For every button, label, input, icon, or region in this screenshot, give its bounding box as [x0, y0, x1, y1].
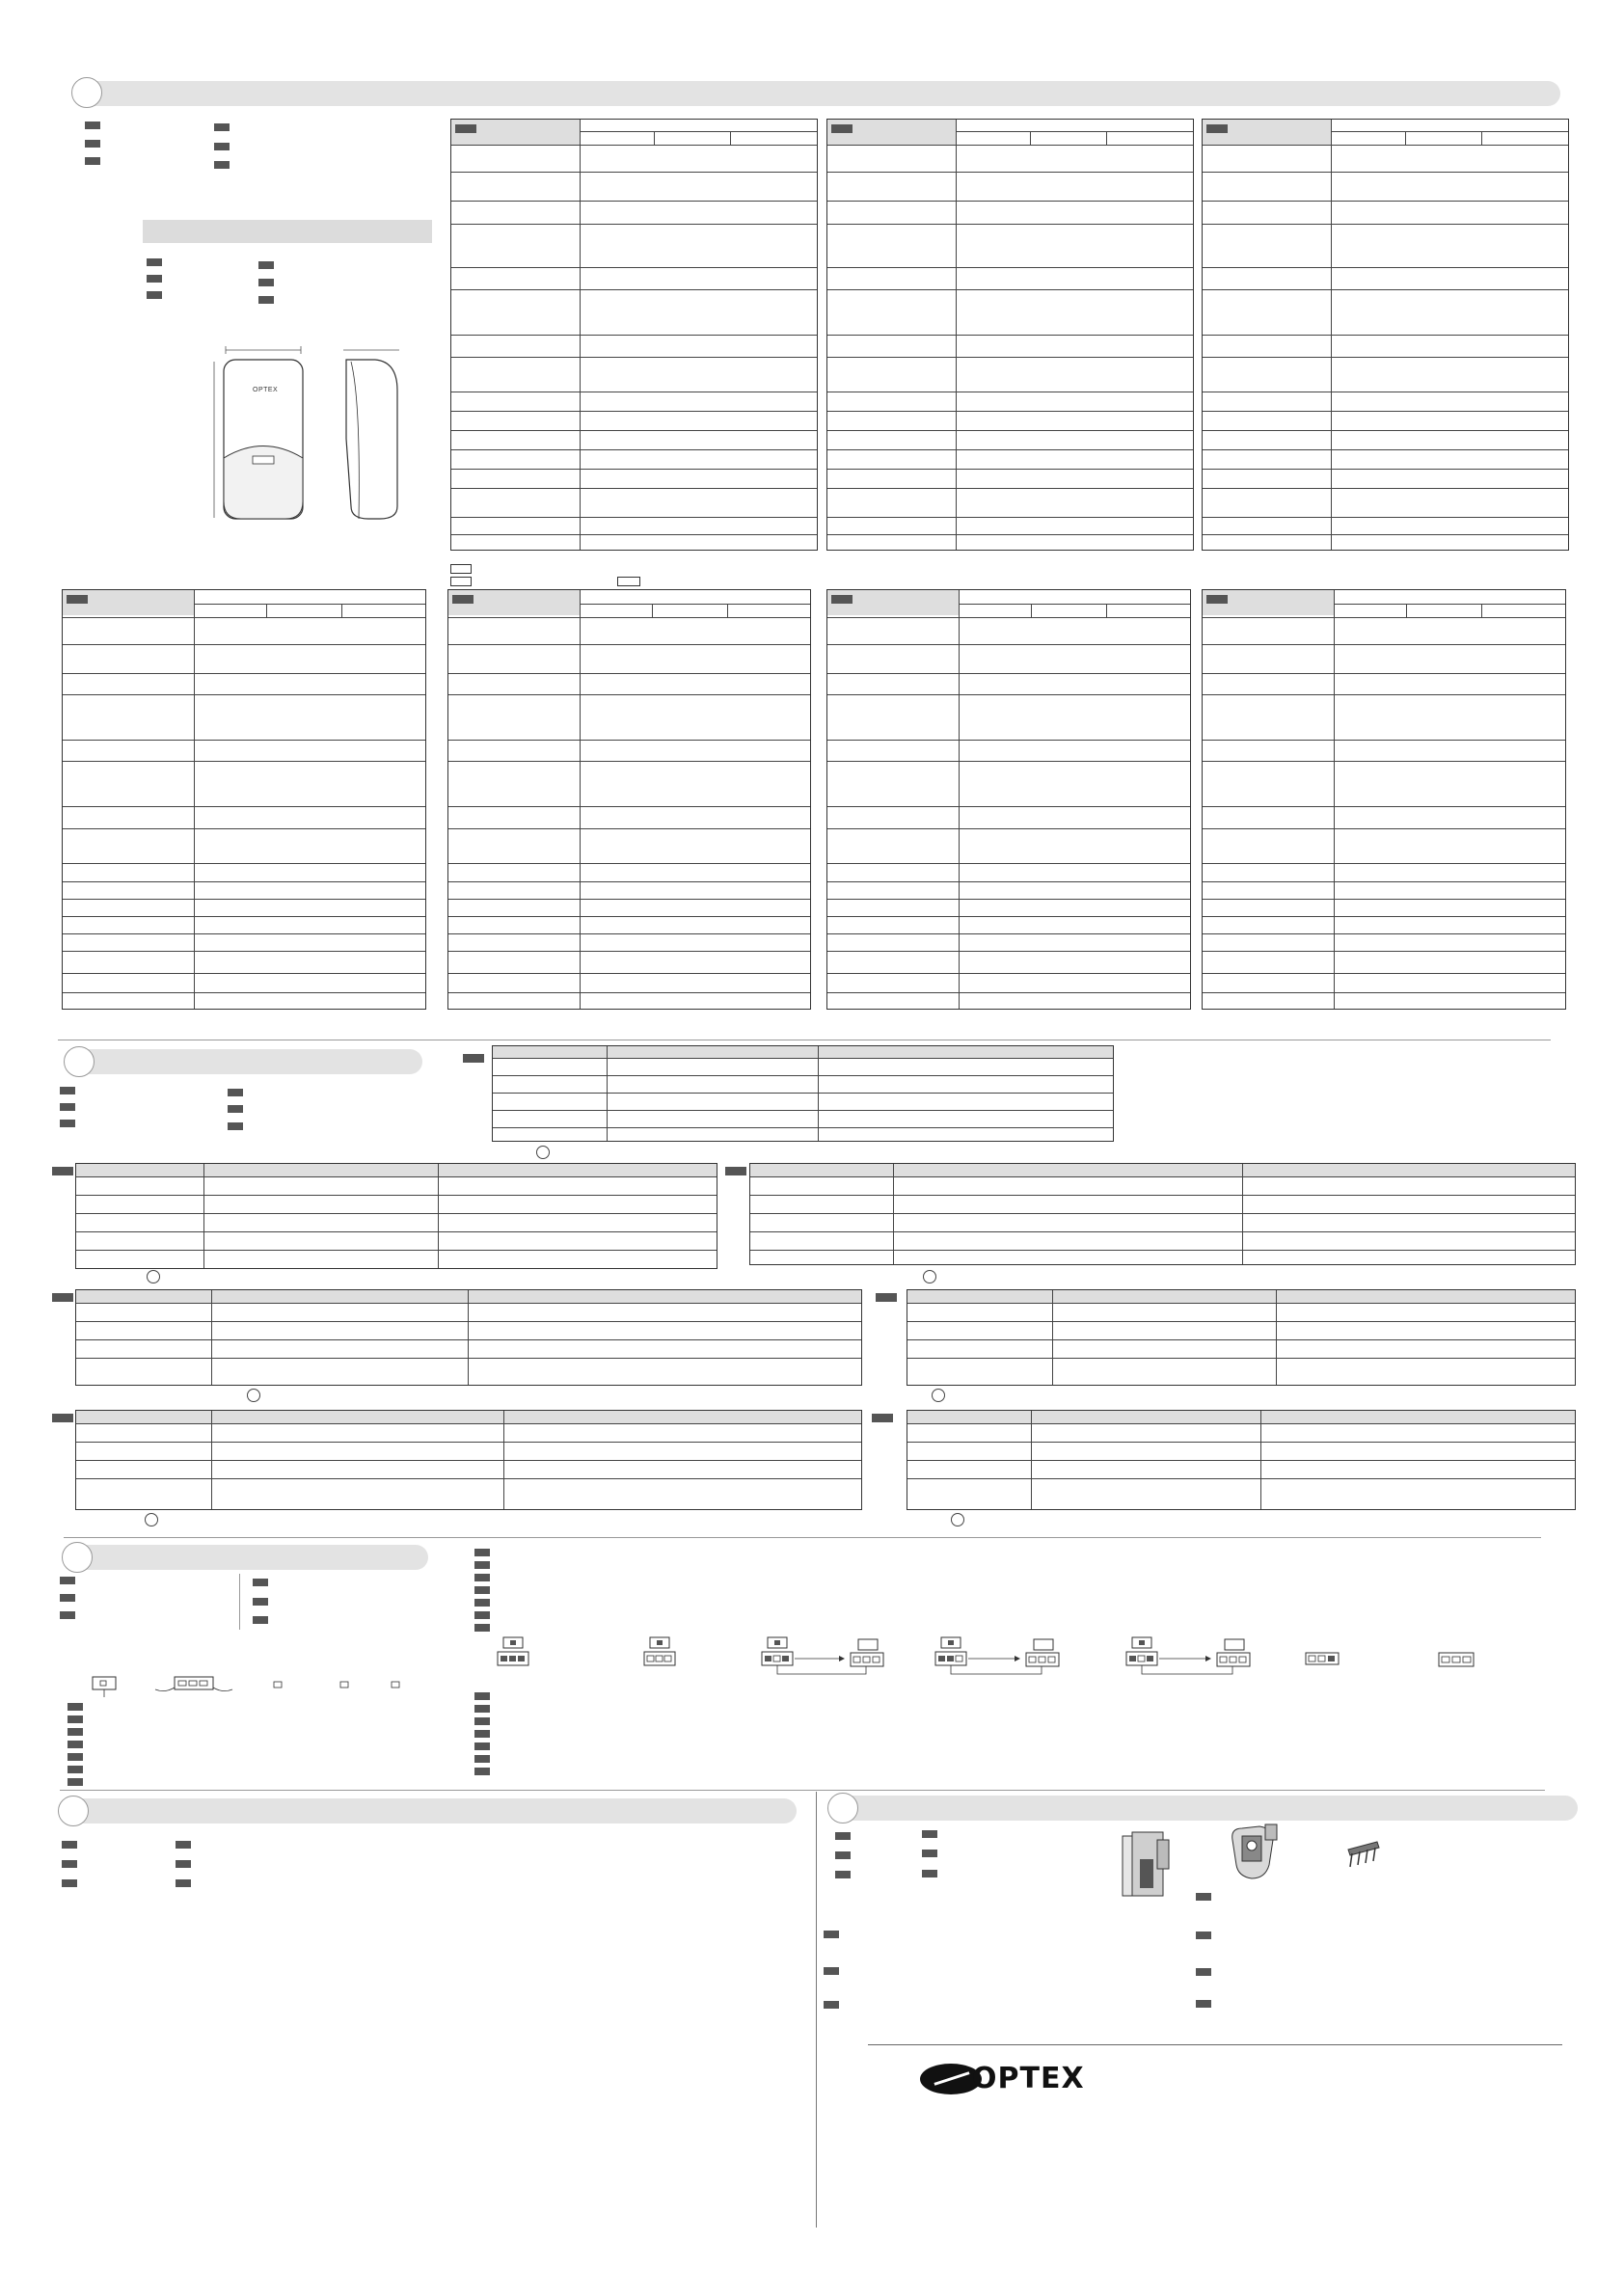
language-tag: [835, 1871, 851, 1878]
language-tag: [147, 291, 162, 299]
section-header-bar-5: [837, 1796, 1578, 1821]
language-tag: [85, 122, 100, 129]
language-tag: [228, 1122, 243, 1130]
jumper-setting-diagrams: [494, 1635, 1487, 1691]
language-tag: [474, 1730, 490, 1738]
language-tag: [176, 1879, 191, 1887]
spec-table: [447, 589, 811, 1010]
setting-table: [75, 1410, 862, 1510]
language-tag: [214, 161, 230, 169]
language-tag: [835, 1851, 851, 1859]
language-tag: [52, 1293, 73, 1302]
language-tag: [176, 1841, 191, 1849]
setting-table: [75, 1289, 862, 1386]
language-tag: [60, 1103, 75, 1111]
section-header-bar-4: [68, 1798, 797, 1823]
section-header-bar-1: [75, 81, 1560, 106]
spec-table: [1202, 589, 1566, 1010]
language-tag: [463, 1054, 484, 1063]
language-tag: [68, 1753, 83, 1761]
note-circle: [951, 1513, 964, 1526]
language-tag: [214, 123, 230, 131]
language-tag: [474, 1768, 490, 1775]
language-tag: [85, 157, 100, 165]
language-tag: [60, 1120, 75, 1127]
language-tag: [474, 1624, 490, 1632]
language-tag: [60, 1594, 75, 1602]
language-tag: [253, 1598, 268, 1606]
language-tag: [68, 1778, 83, 1786]
pole-bracket-illustration: [1227, 1823, 1281, 1882]
language-tag: [474, 1561, 490, 1569]
language-tag: [85, 140, 100, 148]
language-tag: [62, 1860, 77, 1868]
language-tag: [52, 1167, 73, 1175]
language-tag: [62, 1879, 77, 1887]
sensor-brand-label: OPTEX: [253, 387, 279, 393]
language-tag: [835, 1832, 851, 1840]
spec-table: [62, 589, 426, 1010]
language-tag: [147, 275, 162, 283]
language-tag: [68, 1741, 83, 1748]
setting-table: [907, 1410, 1576, 1510]
sensor-dimension-drawing: [206, 342, 415, 526]
language-tag: [922, 1870, 937, 1877]
language-tag: [258, 261, 274, 269]
note-circle: [932, 1389, 945, 1402]
language-tag: [258, 279, 274, 286]
spec-table: [826, 119, 1194, 551]
language-tag: [474, 1705, 490, 1713]
column-divider: [816, 1792, 817, 2228]
language-tag: [258, 296, 274, 304]
section-divider: [64, 1537, 1541, 1538]
language-tag: [68, 1703, 83, 1711]
language-tag: [824, 2001, 839, 2009]
spec-table: [826, 589, 1191, 1010]
language-tag: [474, 1599, 490, 1607]
language-tag: [176, 1860, 191, 1868]
language-tag: [876, 1293, 897, 1302]
language-tag: [68, 1715, 83, 1723]
language-tag: [1196, 2000, 1211, 2008]
jumper-diagram: [64, 1674, 411, 1701]
language-tag: [474, 1574, 490, 1581]
language-tag: [60, 1577, 75, 1584]
column-divider: [239, 1574, 240, 1630]
language-tag: [474, 1755, 490, 1763]
language-tag: [60, 1087, 75, 1094]
language-tag: [474, 1742, 490, 1750]
language-tag: [228, 1105, 243, 1113]
language-tag: [214, 143, 230, 150]
subsection-header-bar: [143, 220, 432, 243]
language-tag: [1196, 1968, 1211, 1976]
language-tag: [725, 1167, 746, 1175]
footer-divider: [868, 2044, 1562, 2045]
note-box: [617, 577, 640, 586]
setting-table: [75, 1163, 717, 1269]
language-tag: [60, 1611, 75, 1619]
optex-logo-text: OPTEX: [972, 2062, 1085, 2095]
setting-table: [907, 1289, 1576, 1386]
language-tag: [147, 258, 162, 266]
note-circle: [147, 1270, 160, 1283]
note-circle: [923, 1270, 936, 1283]
language-tag: [824, 1967, 839, 1975]
language-tag: [922, 1830, 937, 1838]
language-tag: [474, 1692, 490, 1700]
setting-table: [492, 1045, 1114, 1142]
section-number-circle-5: [827, 1793, 858, 1823]
section-header-bar-2: [73, 1049, 422, 1074]
language-tag: [474, 1549, 490, 1556]
note-circle: [145, 1513, 158, 1526]
note-circle: [247, 1389, 260, 1402]
language-tag: [253, 1616, 268, 1624]
spec-table: [450, 119, 818, 551]
note-box: [450, 577, 472, 586]
section-number-circle-2: [64, 1046, 95, 1077]
language-tag: [1196, 1893, 1211, 1901]
language-tag: [872, 1414, 893, 1422]
note-circle: [536, 1146, 550, 1159]
note-box: [450, 564, 472, 574]
section-number-circle-3: [62, 1542, 93, 1573]
language-tag: [474, 1717, 490, 1725]
section-header-bar-3: [71, 1545, 428, 1570]
setting-table: [749, 1163, 1576, 1265]
language-tag: [1196, 1931, 1211, 1939]
language-tag: [52, 1414, 73, 1422]
language-tag: [62, 1841, 77, 1849]
language-tag: [253, 1579, 268, 1586]
section-number-circle-4: [58, 1796, 89, 1826]
language-tag: [68, 1766, 83, 1773]
spec-table: [1202, 119, 1569, 551]
jumper-pin-illustration: [1344, 1840, 1383, 1871]
language-tag: [474, 1586, 490, 1594]
language-tag: [824, 1931, 839, 1938]
wall-bracket-illustration: [1119, 1830, 1175, 1904]
language-tag: [68, 1728, 83, 1736]
section-divider: [60, 1790, 1545, 1791]
language-tag: [228, 1089, 243, 1096]
section-number-circle-1: [71, 77, 102, 108]
language-tag: [474, 1611, 490, 1619]
language-tag: [922, 1850, 937, 1857]
